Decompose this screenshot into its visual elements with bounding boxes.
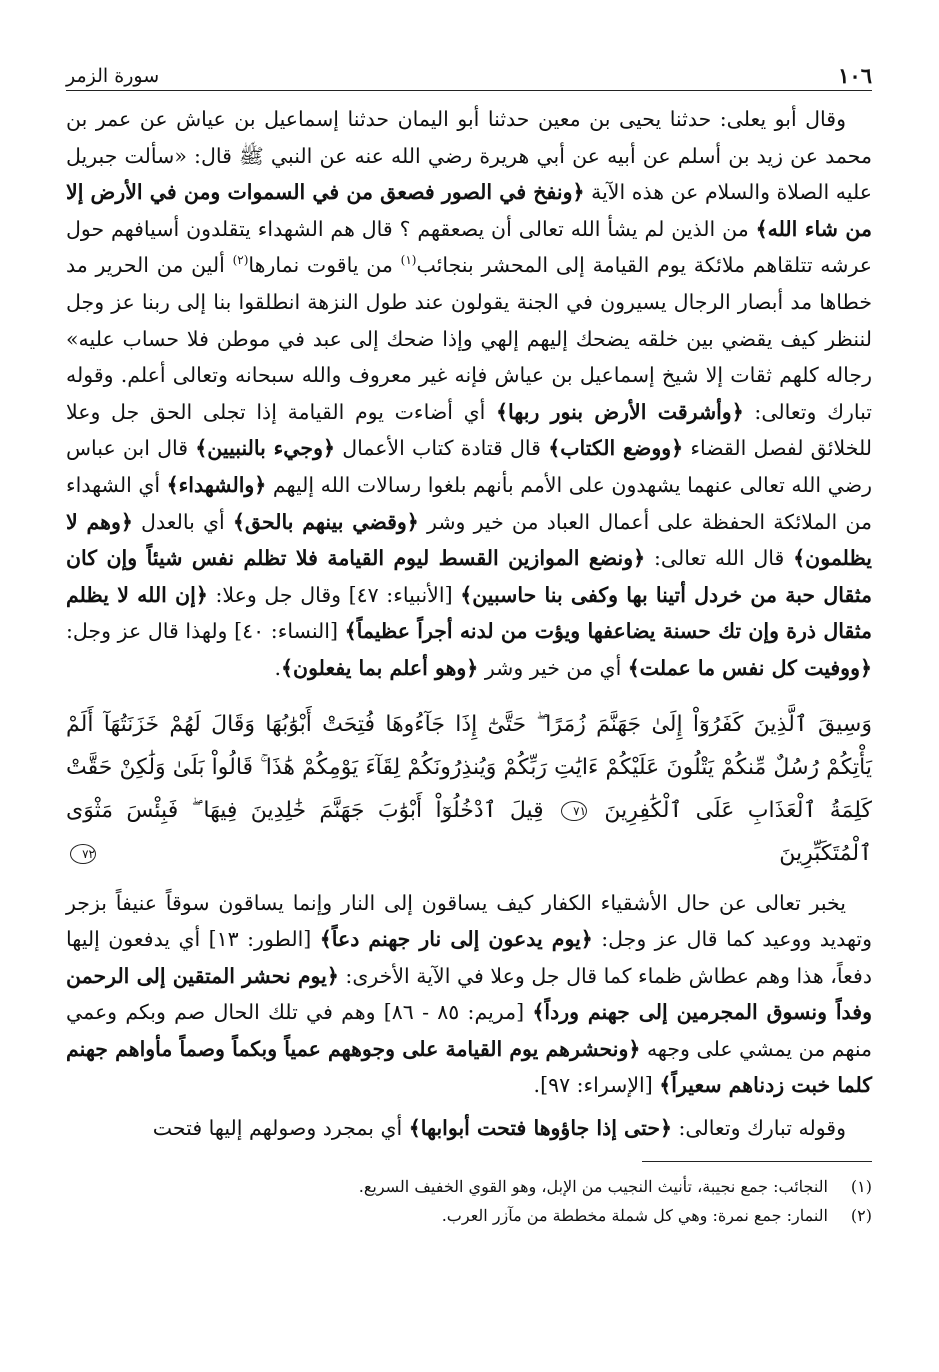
text-run: [النساء: ٤٠] ولهذا قال عز وجل: <box>66 619 345 644</box>
text-run: وقوله تبارك وتعالى: <box>672 1116 846 1141</box>
text-run: [مريم: ٨٥ - ٨٦] وهم في تلك الحال صم وبكم وعمي منهم من يمشي على وجهه <box>66 1000 872 1061</box>
verse-number-71: ٧١ <box>561 801 587 821</box>
text-run: من الذين لم يشأ الله تعالى أن يصعقهم ؟ قال هم الشهداء يتقلدون أسيافهم حول عرشه تتلقاهم ملائكة يوم القيامة إلى المحشر بنجائب <box>66 216 872 278</box>
text-run: ألين من الحرير مد خطاها مد أبصار الرجال يسيرون في الجنة يقولون عند طول النزهة انطلقوا بنا إلى ربنا عز وجل لننظر كيف يقضي بين خلقه يضحك إليهم إلهي وإذا ضحك إلى عبد في موطن فلا حساب عليه» رجاله كلهم ثقات إلا شيخ إسماعيل بن عياش فإنه غير معروف والله سبحانه وتعالى أعلم. وقوله تبارك وتعالى: <box>66 253 873 424</box>
quran-quote: ﴿ونحشرهم يوم القيامة على وجوههم عمياً وبكماً وصماً مأواهم جهنم كلما خبت زدناهم سعيراً﴾ <box>66 1036 872 1098</box>
quran-quote: ﴿ونضع الموازين القسط ليوم القيامة فلا تظلم نفس شيئاً وإن كان مثقال حبة من خردل أتينا بها وكفى بنا حاسبين﴾ <box>66 546 872 607</box>
verse-72-text: قِيلَ ٱدْخُلُوٓاْ أَبْوَٰبَ جَهَنَّمَ خَٰلِدِينَ فِيهَا ۖ فَبِئْسَ مَثْوَى ٱلْمُتَكَبِّرِينَ <box>66 797 872 866</box>
footnotes <box>66 1172 872 1230</box>
quran-quote: ﴿والشهداء﴾ <box>166 472 267 497</box>
running-header <box>66 52 872 91</box>
commentary-body-2 <box>66 885 872 1147</box>
quran-quote: ﴿وقضي بينهم بالحق﴾ <box>232 509 419 534</box>
text-run: [الإسراء: ٩٧]. <box>533 1073 660 1098</box>
quran-quote: ﴿يوم يدعون إلى نار جهنم دعاً﴾ <box>319 927 593 952</box>
quran-quote: ﴿ونفخ في الصور فصعق من في السموات ومن في الأرض إلا من شاء الله﴾ <box>66 180 872 241</box>
text-run: أي بالعدل <box>132 509 233 534</box>
quran-quote: ﴿ووضع الكتاب﴾ <box>548 436 684 461</box>
quran-verse-block <box>66 703 872 875</box>
commentary-body <box>66 101 872 687</box>
commentary-paragraph <box>66 1110 872 1147</box>
page-number: ١٠٦ <box>838 63 872 88</box>
text-run: . <box>274 655 282 680</box>
footnote-mark: (٢) <box>850 1205 872 1225</box>
footnote-mark: (١) <box>850 1176 872 1196</box>
verse-71-text: وَسِيقَ ٱلَّذِينَ كَفَرُوٓاْ إِلَىٰ جَهَنَّمَ زُمَرًا ۖ حَتَّىٰٓ إِذَا جَآءُوهَا فُتِحَتْ أَبْوَٰبُهَا وَقَالَ لَهُمْ خَزَنَتُهَآ أَلَمْ يَأْتِكُمْ رُسُلٌ مِّنكُمْ يَتْلُونَ عَلَيْكُمْ ءَايَٰتِ رَبِّكُمْ وَيُنذِرُونَكُمْ لِقَآءَ يَوْمِكُمْ هَٰذَا ۚ قَالُواْ بَلَىٰ وَلَٰكِنْ حَقَّتْ كَلِمَةُ ٱلْعَذَابِ عَلَى ٱلْكَٰفِرِينَ <box>66 711 873 823</box>
text-run: يخبر تعالى عن حال الأشقياء الكفار كيف يساقون إلى النار وإنما يساقون سوقاً عنيفاً بزجر وتهديد ووعيد كما قال عز وجل: <box>66 890 872 952</box>
text-run: أي أضاءت يوم القيامة إذا تجلى الحق جل وعلا للخلائق لفصل القضاء <box>66 399 872 461</box>
verse-number-72: ٧٢ <box>70 844 96 864</box>
footnote-reference: (١) <box>400 253 417 268</box>
quran-quote: ﴿وهم لا يظلمون﴾ <box>66 509 872 571</box>
quran-quote: ﴿وجيء بالنبيين﴾ <box>195 436 335 461</box>
footnote-2 <box>66 1201 872 1230</box>
quran-quote: ﴿وأشرقت الأرض بنور ربها﴾ <box>496 399 744 424</box>
quran-quote: ﴿ووفيت كل نفس ما عملت﴾ <box>627 655 872 680</box>
commentary-paragraph <box>66 101 872 687</box>
text-run: من ياقوت نمارها <box>248 253 401 278</box>
text-run: وقال أبو يعلى: حدثنا يحيى بن معين حدثنا أبو اليمان حدثنا إسماعيل بن عياش عن عمر بن محمد عن زيد بن أسلم عن أبيه عن أبي هريرة رضي الله عنه عن النبي ﷺ قال: «سألت جبريل عليه الصلاة والسلام عن هذه الآية <box>66 107 872 205</box>
text-run: قال ابن عباس رضي الله تعالى عنهما يشهدون على الأمم بأنهم بلغوا رسالات الله إليهم <box>66 436 872 497</box>
text-run: أي الشهداء من الملائكة الحفظة على أعمال العباد من خير وشر <box>66 472 873 534</box>
footnote-text: النجائب: جمع نجيبة، تأنيث النجيب من الإبل، وهو القوي الخفيف السريع. <box>358 1176 828 1196</box>
text-run: قال الله تعالى: <box>645 546 794 571</box>
footnote-divider <box>642 1161 872 1162</box>
footnote-1 <box>66 1172 872 1201</box>
surah-title: سورة الزمر <box>66 65 160 87</box>
text-run: أي بمجرد وصولهم إليها فتحت <box>152 1116 409 1141</box>
text-run: [الأنبياء: ٤٧] وقال جل وعلا: <box>207 582 461 607</box>
quran-quote: ﴿إن الله لا يظلم مثقال ذرة وإن تك حسنة يضاعفها ويؤت من لدنه أجراً عظيماً﴾ <box>66 582 872 644</box>
text-run: أي من خير وشر <box>478 655 628 680</box>
quran-quote: ﴿وهو أعلم بما يفعلون﴾ <box>281 655 479 680</box>
quran-quote: ﴿حتى إذا جاؤوها فتحت أبوابها﴾ <box>408 1116 672 1141</box>
commentary-paragraph <box>66 885 872 1105</box>
footnote-reference: (٢) <box>232 253 249 268</box>
book-page <box>66 52 872 1352</box>
text-run: قال قتادة كتاب الأعمال <box>334 436 549 461</box>
text-run: [الطور: ١٣] أي يدفعون إليها دفعاً، هذا وهم عطاش ظماء كما قال جل وعلا في الآية الأخرى: <box>66 927 872 988</box>
quran-quote: ﴿يوم نحشر المتقين إلى الرحمن وفداً ونسوق المجرمين إلى جهنم ورداً﴾ <box>66 963 872 1025</box>
footnote-text: النمار: جمع نمرة: وهي كل شملة مخططة من مآزر العرب. <box>441 1205 828 1225</box>
